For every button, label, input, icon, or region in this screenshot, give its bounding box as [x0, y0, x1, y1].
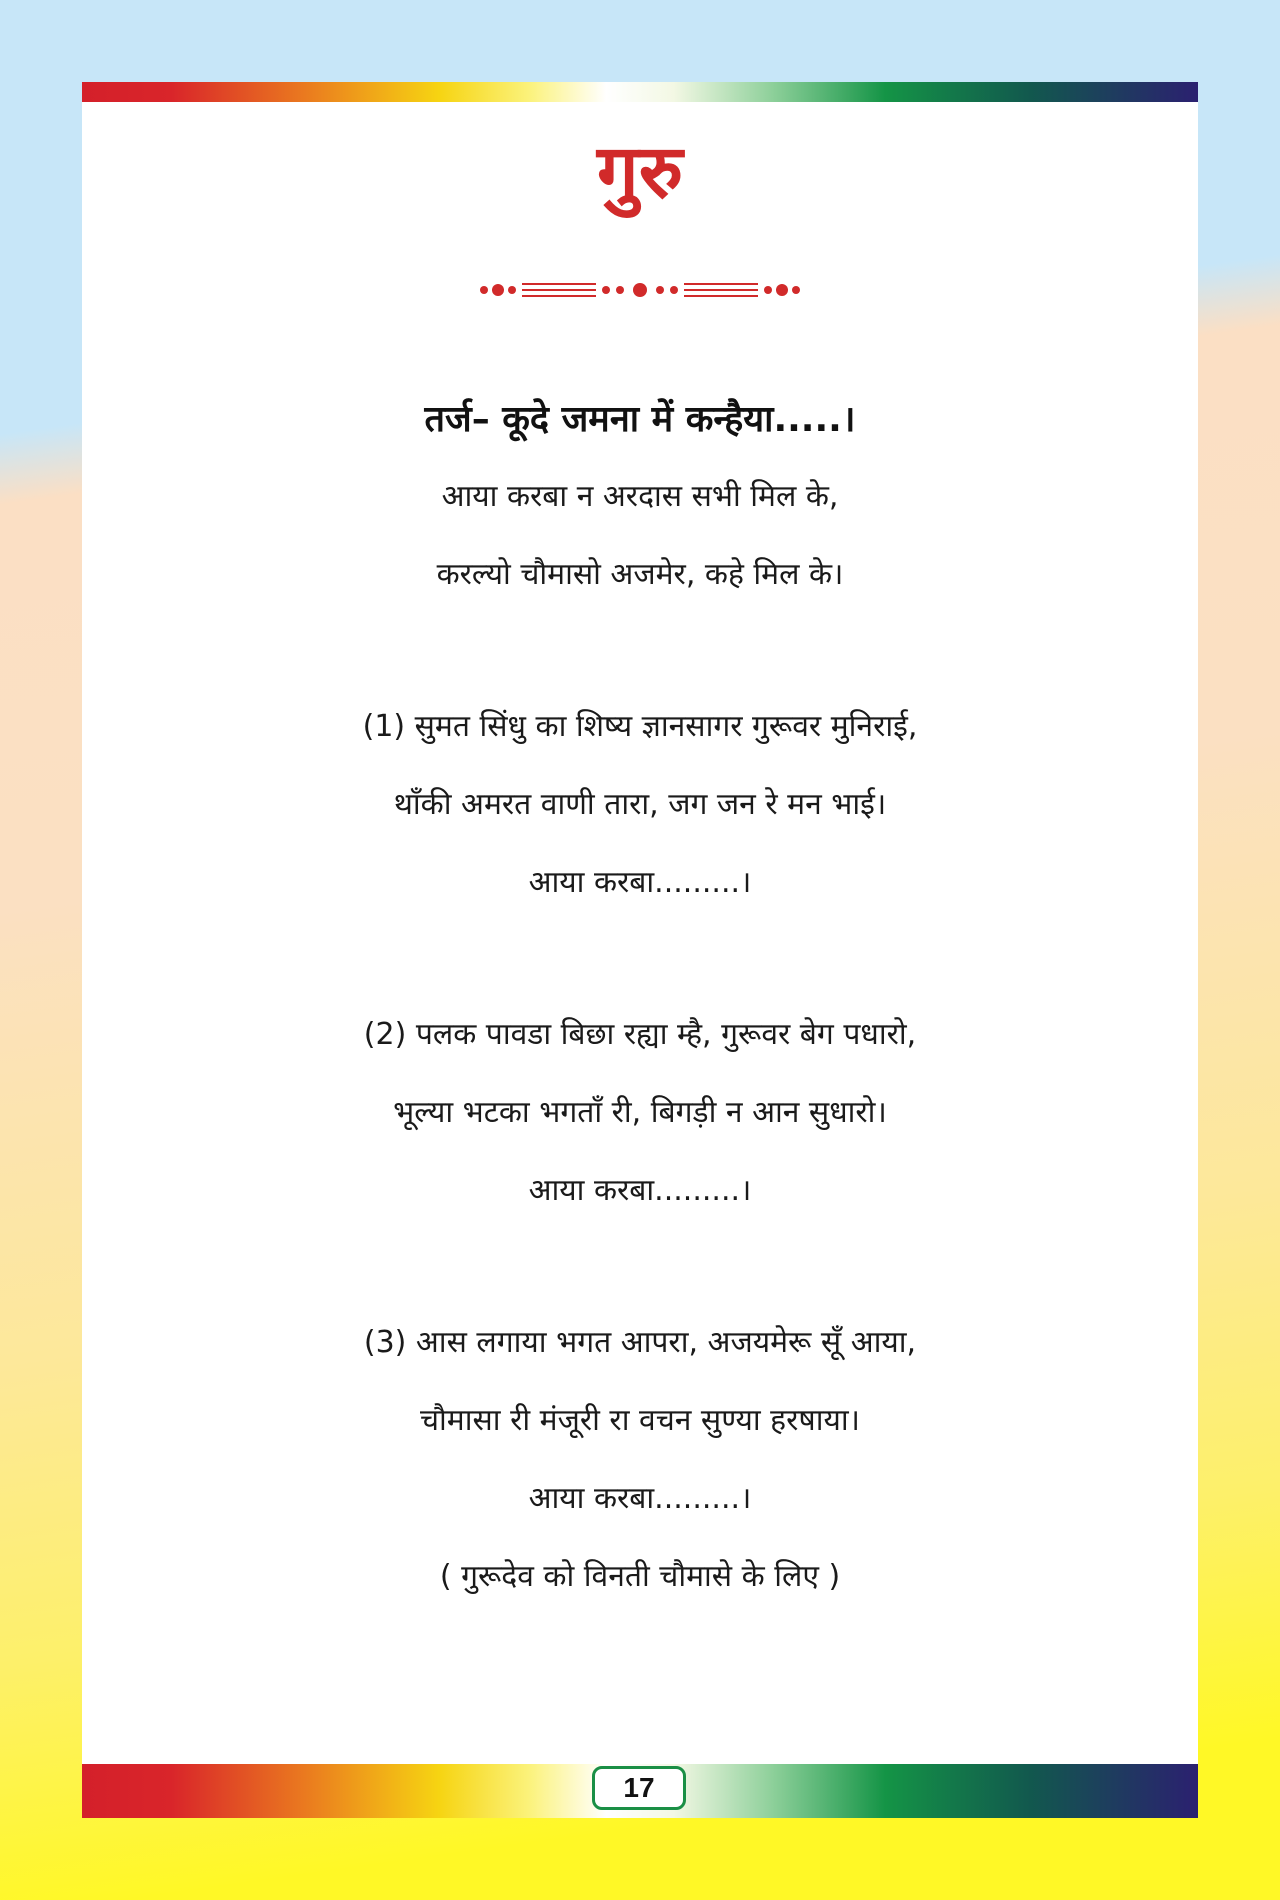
- book-page: [82, 82, 1198, 1818]
- lyric-line: भूल्या भटका भगताँ री, बिगड़ी न आन सुधारो।: [393, 1095, 887, 1130]
- lyric-line: चौमासा री मंजूरी रा वचन सुण्या हरषाया।: [419, 1403, 861, 1438]
- refrain-line: आया करबा.........।: [528, 1173, 752, 1208]
- lyric-line: थाँकी अमरत वाणी तारा, जग जन रे मन भाई।: [393, 787, 887, 822]
- top-color-band: [82, 82, 1198, 102]
- ornament-divider-icon: [480, 278, 800, 302]
- lyric-line: (3) आस लगाया भगत आपरा, अजयमेरू सूँ आया,: [363, 1325, 917, 1360]
- refrain-line: आया करबा.........।: [528, 1481, 752, 1516]
- footnote-line: ( गुरूदेव को विनती चौमासे के लिए ): [439, 1559, 841, 1594]
- page-number: 17: [592, 1766, 686, 1810]
- lyric-line: (1) सुमत सिंधु का शिष्य ज्ञानसागर गुरूवर मुनिराई,: [362, 709, 918, 744]
- refrain-line: आया करबा.........।: [528, 865, 752, 900]
- lyric-line: आया करबा न अरदास सभी मिल के,: [441, 479, 839, 514]
- lyric-line: करल्यो चौमासो अजमेर, कहे मिल के।: [436, 557, 844, 592]
- lyric-line: (2) पलक पावडा बिछा रह्या म्है, गुरूवर बेग पधारो,: [363, 1017, 917, 1052]
- page-title: गुरु: [597, 129, 683, 215]
- tune-heading: तर्ज– कूदे जमना में कन्हैया.....।: [424, 399, 856, 440]
